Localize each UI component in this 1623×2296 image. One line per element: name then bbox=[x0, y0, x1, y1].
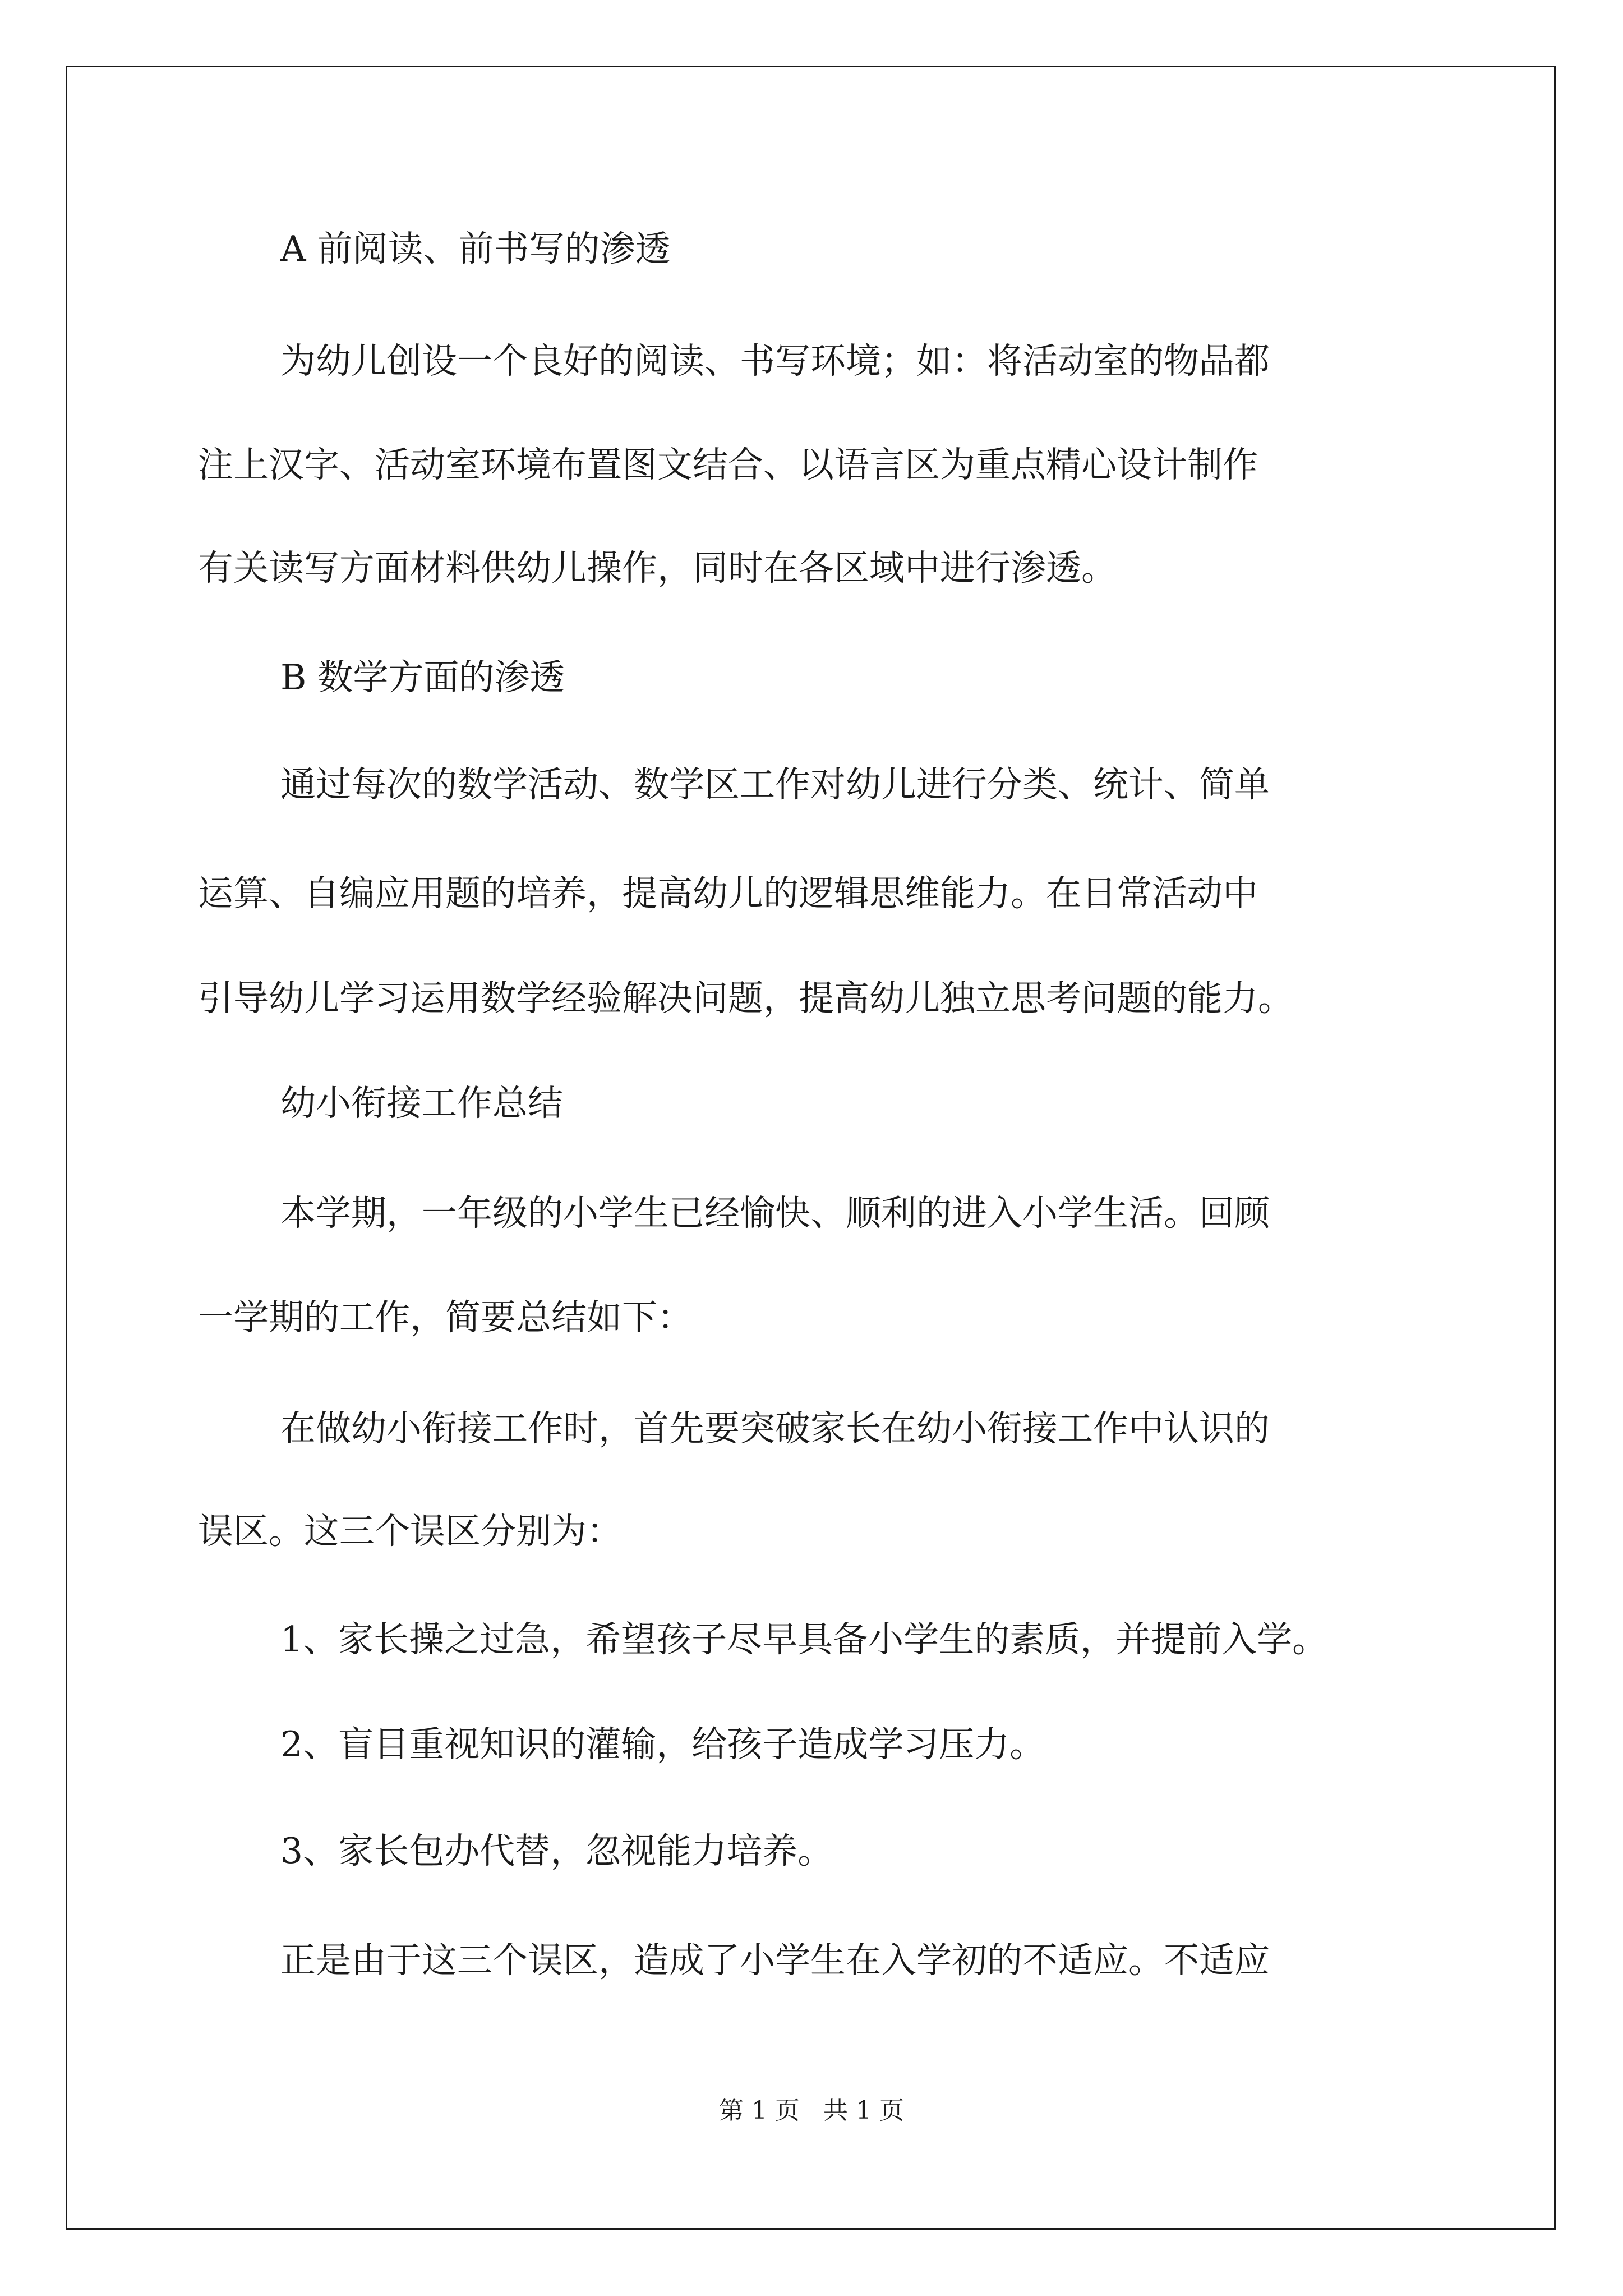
section-heading-reading-writing: A 前阅读、前书写的渗透 bbox=[280, 228, 671, 269]
list-item: 2、盲目重视知识的灌输，给孩子造成学习压力。 bbox=[280, 1724, 1045, 1765]
paragraph-line: 通过每次的数学活动、数学区工作对幼儿进行分类、统计、简单 bbox=[280, 764, 1270, 805]
paragraph-line: 正是由于这三个误区，造成了小学生在入学初的不适应。不适应 bbox=[280, 1940, 1270, 1981]
paragraph-line: 有关读写方面材料供幼儿操作，同时在各区域中进行渗透。 bbox=[198, 547, 1117, 588]
paragraph-line: 引导幼儿学习运用数学经验解决问题，提高幼儿独立思考问题的能力。 bbox=[198, 978, 1293, 1019]
paragraph-line: 为幼儿创设一个良好的阅读、书写环境；如：将活动室的物品都 bbox=[280, 341, 1270, 381]
page-footer: 第 1 页 共 1 页 bbox=[719, 2096, 904, 2125]
page-border bbox=[66, 66, 1556, 2230]
list-item: 1、家长操之过急，希望孩子尽早具备小学生的素质，并提前入学。 bbox=[280, 1619, 1328, 1660]
paragraph-line: 在做幼小衔接工作时，首先要突破家长在幼小衔接工作中认识的 bbox=[280, 1408, 1270, 1449]
paragraph-line: 运算、自编应用题的培养，提高幼儿的逻辑思维能力。在日常活动中 bbox=[198, 873, 1258, 914]
section-heading-summary: 幼小衔接工作总结 bbox=[280, 1083, 563, 1124]
paragraph-line: 本学期，一年级的小学生已经愉快、顺利的进入小学生活。回顾 bbox=[280, 1193, 1270, 1234]
paragraph-line: 误区。这三个误区分别为： bbox=[198, 1511, 622, 1552]
section-heading-math: B 数学方面的渗透 bbox=[280, 657, 565, 698]
paragraph-line: 一学期的工作，简要总结如下： bbox=[198, 1297, 693, 1338]
paragraph-line: 注上汉字、活动室环境布置图文结合、以语言区为重点精心设计制作 bbox=[198, 444, 1258, 485]
list-item: 3、家长包办代替，忽视能力培养。 bbox=[280, 1830, 833, 1871]
